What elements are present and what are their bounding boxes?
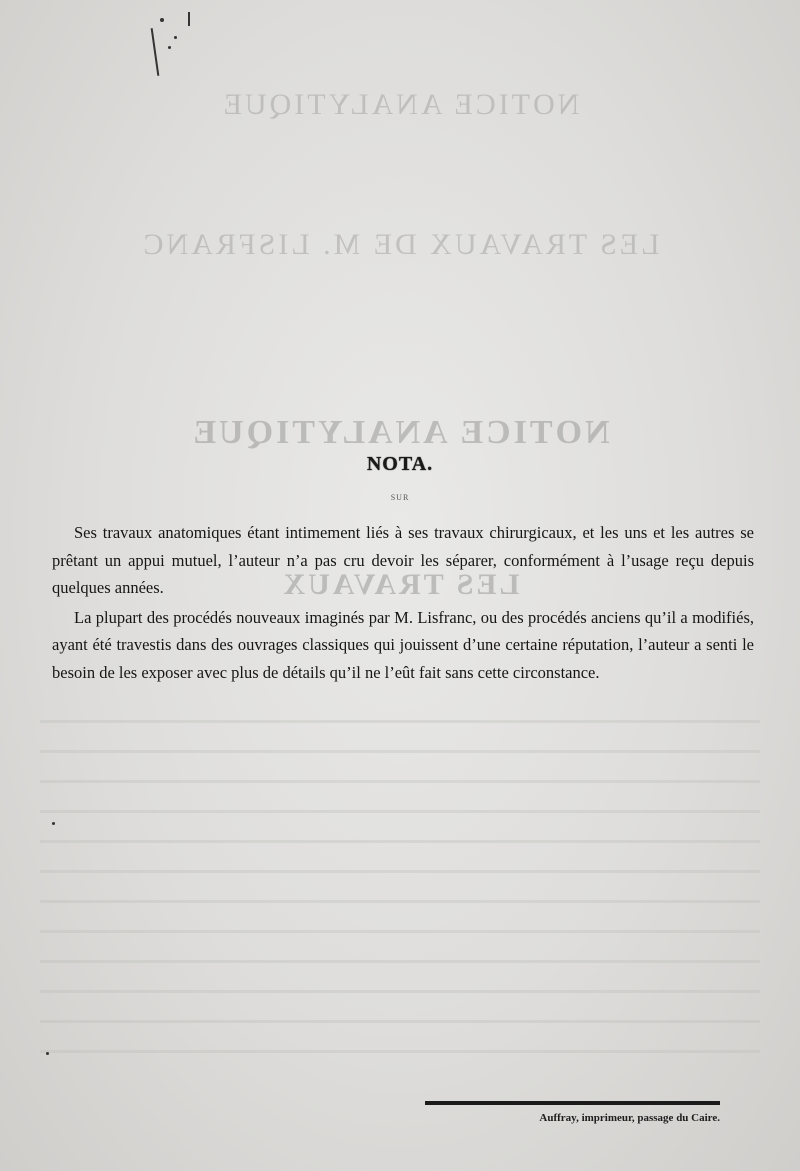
ink-speck (52, 822, 55, 825)
nota-heading: NOTA. (366, 453, 434, 475)
ghost-line: NOTICE ANALYTIQUE (220, 88, 580, 121)
ink-marks (148, 6, 218, 76)
ink-speck (46, 1052, 49, 1055)
ghost-text-lines (40, 720, 760, 1080)
body-text (52, 519, 754, 688)
ghost-line: NOTICE ANALYTIQUE (190, 414, 610, 451)
sur-label: SUR (390, 493, 410, 502)
printer-rule (425, 1101, 720, 1105)
paragraph: La plupart des procédés nouveaux imaginés par M. Lisfranc, ou des procédés anciens qu’il a modifiés, ayant été travestis dans des ouvrages classiques qui jouissent d’une certaine réputation, l’auteur a senti le besoin de les exposer avec plus de détails qu’il ne l’eût fait sans cette circonstance. (52, 607, 754, 682)
paragraph: Ses travaux anatomiques étant intimement liés à ses travaux chirurgicaux, et les uns et les autres se prêtant un appui mutuel, l’auteur n’a pas cru devoir les séparer, conformément à l’usage reçu depuis quelques années. (52, 523, 754, 597)
printer-imprint: Auffray, imprimeur, passage du Caire. (539, 1112, 720, 1124)
ghost-line: LES TRAVAUX (280, 568, 520, 601)
ghost-line: LES TRAVAUX DE M. LISFRANC (140, 228, 660, 261)
